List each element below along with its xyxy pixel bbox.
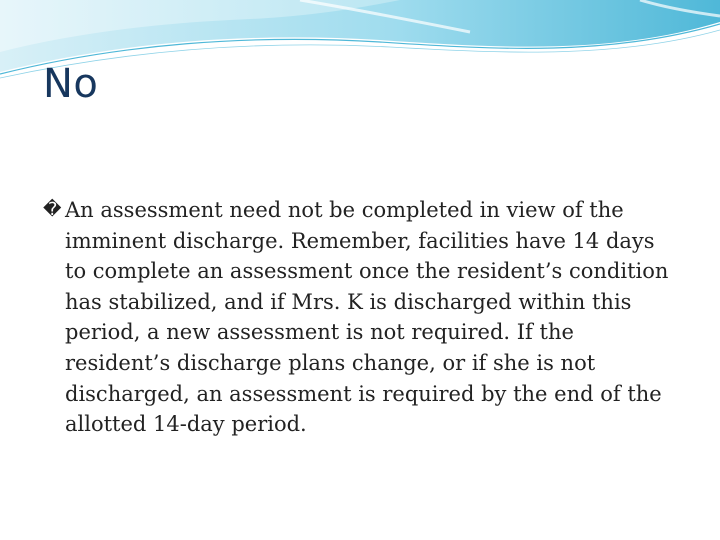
bullet-paragraph bbox=[43, 195, 673, 440]
slide-body bbox=[43, 195, 673, 440]
header-wave-decoration bbox=[0, 0, 720, 90]
bullet-icon: � bbox=[43, 199, 62, 220]
slide-title: No bbox=[43, 61, 99, 107]
bullet-text: An assessment need not be completed in view of the imminent discharge. Remember, facilities have 14 days to complete an assessment once the resident’s condition has stabilized, and if Mrs. K is discharged within this period, a new assessment is not required. If the resident’s discharge plans change, or if she is not discharged, an assessment is required by the end of the allotted 14-day period. bbox=[65, 198, 669, 437]
